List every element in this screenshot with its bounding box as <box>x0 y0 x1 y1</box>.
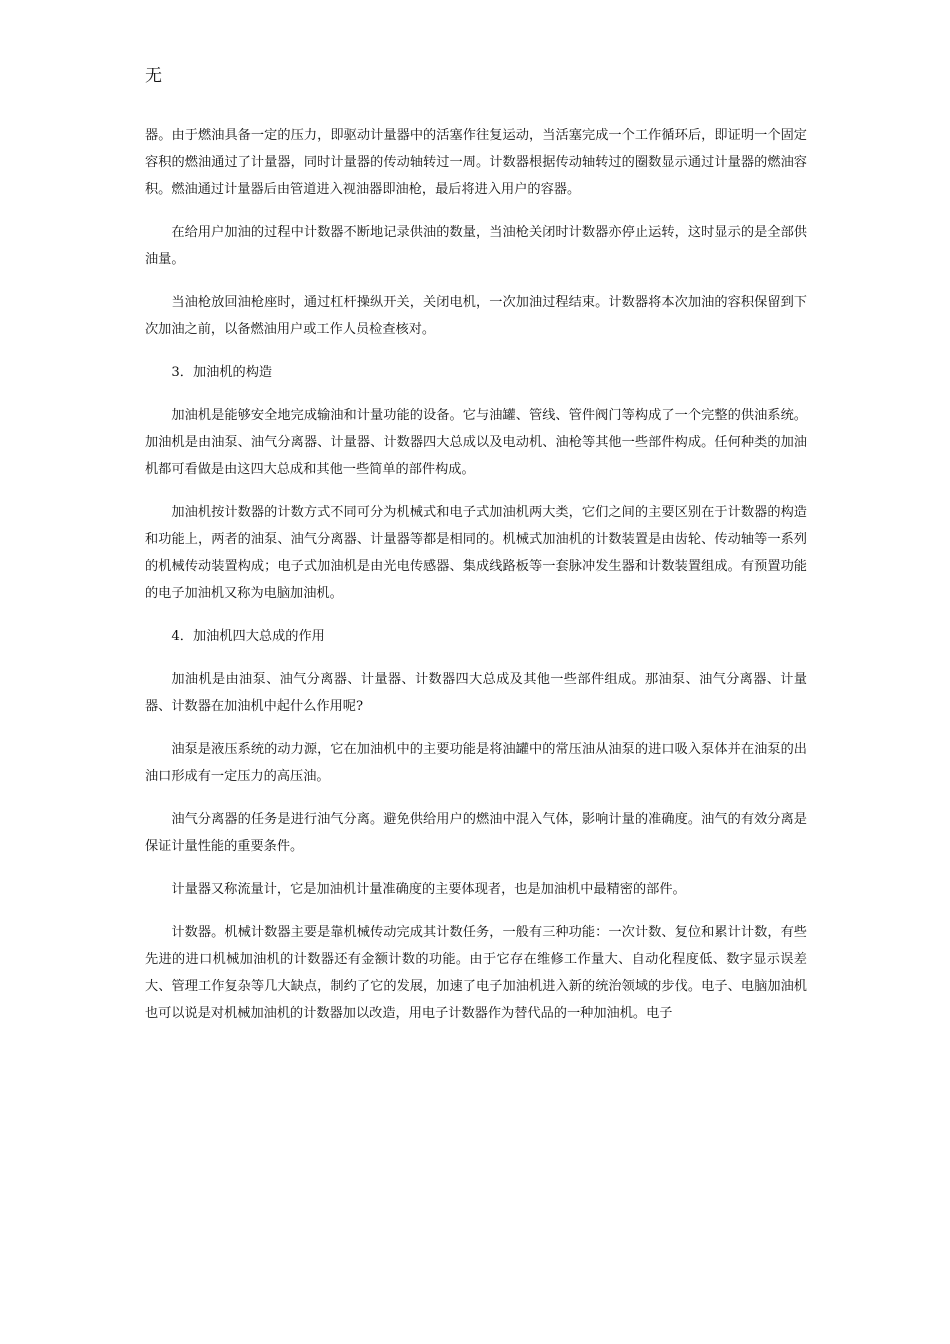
header-mark: 无 <box>145 66 162 86</box>
section-heading-4: 4．加油机四大总成的作用 <box>171 629 325 644</box>
paragraph-end-of-fueling: 当油枪放回油枪座时，通过杠杆操纵开关，关闭电机，一次加油过程结束。计数器将本次加油的容积保留到下次加油之前，以备燃油用户或工作人员检查核对。 <box>145 295 807 337</box>
body-text <box>145 122 807 1043</box>
section-heading-3: 3．加油机的构造 <box>171 365 273 380</box>
paragraph-continued: 器。由于燃油具备一定的压力，即驱动计量器中的活塞作往复运动，当活塞完成一个工作循环后，即证明一个固定容积的燃油通过了计量器，同时计量器的传动轴转过一周。计数器根据传动轴转过的圈数显示通过计量器的燃油容积。燃油通过计量器后由管道进入视油器即油枪，最后将进入用户的容器。 <box>145 128 807 197</box>
paragraph-components: 加油机是由油泵、油气分离器、计量器、计数器四大总成及其他一些部件组成。那油泵、油气分离器、计量器、计数器在加油机中起什么作用呢? <box>145 672 807 714</box>
paragraph-recording: 在给用户加油的过程中计数器不断地记录供油的数量，当油枪关闭时计数器亦停止运转，这时显示的是全部供油量。 <box>145 225 807 267</box>
paragraph-pump: 油泵是液压系统的动力源，它在加油机中的主要功能是将油罐中的常压油从油泵的进口吸入泵体并在油泵的出油口形成有一定压力的高压油。 <box>145 742 807 784</box>
paragraph-counter: 计数器。机械计数器主要是靠机械传动完成其计数任务，一般有三种功能：一次计数、复位和累计计数，有些先进的进口机械加油机的计数器还有金额计数的功能。由于它存在维修工作量大、自动化程度低、数字显示误差大、管理工作复杂等几大缺点，制约了它的发展，加速了电子加油机进入新的统治领域的步伐。电子、电脑加油机也可以说是对机械加油机的计数器加以改造，用电子计数器作为替代品的一种加油机。电子 <box>145 925 807 1021</box>
paragraph-structure: 加油机是能够安全地完成输油和计量功能的设备。它与油罐、管线、管件阀门等构成了一个完整的供油系统。加油机是由油泵、油气分离器、计量器、计数器四大总成以及电动机、油枪等其他一些部件构成。任何种类的加油机都可看做是由这四大总成和其他一些简单的部件构成。 <box>145 408 807 477</box>
paragraph-meter: 计量器又称流量计，它是加油机计量准确度的主要体现者，也是加油机中最精密的部件。 <box>171 882 686 897</box>
paragraph-separator: 油气分离器的任务是进行油气分离。避免供给用户的燃油中混入气体，影响计量的准确度。油气的有效分离是保证计量性能的重要条件。 <box>145 812 807 854</box>
paragraph-types: 加油机按计数器的计数方式不同可分为机械式和电子式加油机两大类，它们之间的主要区别在于计数器的构造和功能上，两者的油泵、油气分离器、计量器等都是相同的。机械式加油机的计数装置是由齿轮、传动轴等一系列的机械传动装置构成；电子式加油机是由光电传感器、集成线路板等一套脉冲发生器和计数装置组成。有预置功能的电子加油机又称为电脑加油机。 <box>145 505 807 601</box>
